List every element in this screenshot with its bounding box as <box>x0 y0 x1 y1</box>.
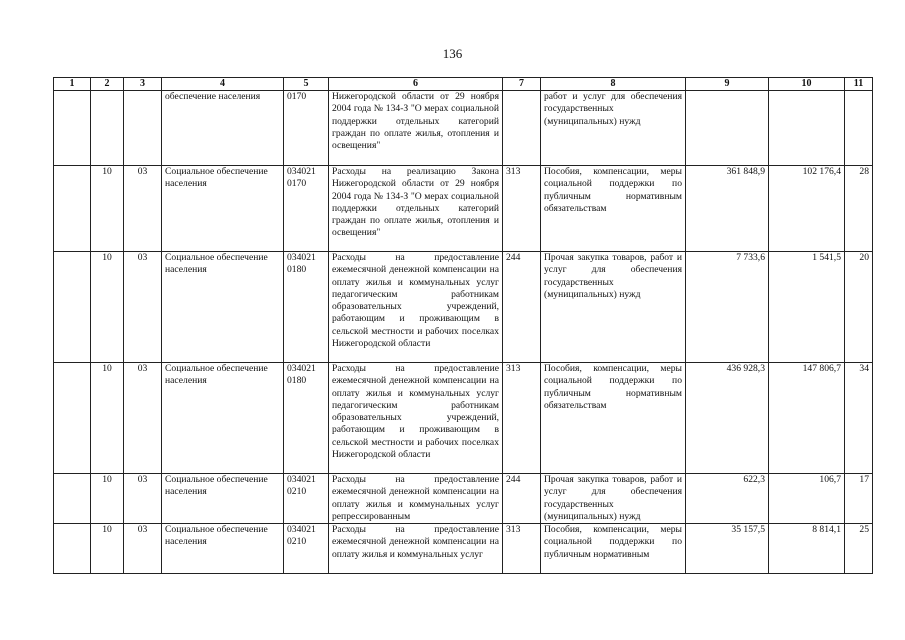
table-row <box>54 474 873 524</box>
column-header: 6 <box>329 78 503 91</box>
cell-subsection: 03 <box>124 363 162 474</box>
cell-subsection: 03 <box>124 166 162 252</box>
cell-amount-actual: 1 541,5 <box>769 252 845 363</box>
cell-expense-type-name: Пособия, компенсации, меры социальной поддержки по публичным нормативным <box>541 524 686 574</box>
cell-section: 10 <box>91 524 124 574</box>
column-header: 1 <box>54 78 91 91</box>
table-row <box>54 363 873 474</box>
column-header: 9 <box>686 78 769 91</box>
cell-percent <box>845 91 873 166</box>
cell-amount-actual <box>769 91 845 166</box>
cell-section <box>91 91 124 166</box>
cell-col1 <box>54 91 91 166</box>
cell-expense-type-code: 313 <box>503 524 541 574</box>
cell-amount-plan: 35 157,5 <box>686 524 769 574</box>
cell-section-name: обеспечение населения <box>162 91 284 166</box>
cell-section-name: Социальное обеспечение населения <box>162 252 284 363</box>
cell-col1 <box>54 363 91 474</box>
cell-amount-plan: 436 928,3 <box>686 363 769 474</box>
cell-percent: 34 <box>845 363 873 474</box>
cell-percent: 17 <box>845 474 873 524</box>
column-header: 3 <box>124 78 162 91</box>
cell-amount-plan <box>686 91 769 166</box>
cell-amount-actual: 106,7 <box>769 474 845 524</box>
cell-target-code: 0170 <box>284 91 329 166</box>
table-row <box>54 252 873 363</box>
cell-expense-type-name: Пособия, компенсации, меры социальной поддержки по публичным нормативным обязательствам <box>541 363 686 474</box>
cell-expense-type-code: 313 <box>503 363 541 474</box>
table-row <box>54 91 873 166</box>
cell-target-code: 034021 0170 <box>284 166 329 252</box>
cell-subsection: 03 <box>124 252 162 363</box>
cell-percent: 20 <box>845 252 873 363</box>
cell-expense-name: Нижегородской области от 29 ноября 2004 года № 134-З "О мерах социальной поддержки отдельных категорий граждан по оплате жилья, отопления и освещения" <box>329 91 503 166</box>
cell-expense-type-name: работ и услуг для обеспечения государственных (муниципальных) нужд <box>541 91 686 166</box>
table-header-row <box>54 78 873 91</box>
cell-section: 10 <box>91 363 124 474</box>
cell-section-name: Социальное обеспечение населения <box>162 166 284 252</box>
column-header: 4 <box>162 78 284 91</box>
cell-percent: 28 <box>845 166 873 252</box>
cell-expense-type-code: 244 <box>503 474 541 524</box>
cell-target-code: 034021 0180 <box>284 363 329 474</box>
cell-target-code: 034021 0210 <box>284 524 329 574</box>
cell-target-code: 034021 0210 <box>284 474 329 524</box>
cell-col1 <box>54 252 91 363</box>
table-row <box>54 166 873 252</box>
page-number: 136 <box>442 46 463 61</box>
column-header: 8 <box>541 78 686 91</box>
cell-subsection: 03 <box>124 474 162 524</box>
cell-section-name: Социальное обеспечение населения <box>162 363 284 474</box>
cell-target-code: 034021 0180 <box>284 252 329 363</box>
cell-expense-type-code: 313 <box>503 166 541 252</box>
cell-expense-name: Расходы на предоставление ежемесячной денежной компенсации на оплату жилья и коммунальных услуг <box>329 524 503 574</box>
cell-amount-actual: 8 814,1 <box>769 524 845 574</box>
cell-amount-plan: 7 733,6 <box>686 252 769 363</box>
cell-expense-name: Расходы на предоставление ежемесячной денежной компенсации на оплату жилья и коммунальных услуг репрессированным <box>329 474 503 524</box>
cell-expense-type-name: Прочая закупка товаров, работ и услуг для обеспечения государственных (муниципальных) нужд <box>541 252 686 363</box>
column-header: 11 <box>845 78 873 91</box>
cell-col1 <box>54 524 91 574</box>
cell-section: 10 <box>91 252 124 363</box>
column-header: 5 <box>284 78 329 91</box>
cell-amount-actual: 147 806,7 <box>769 363 845 474</box>
cell-amount-actual: 102 176,4 <box>769 166 845 252</box>
cell-subsection: 03 <box>124 524 162 574</box>
cell-col1 <box>54 474 91 524</box>
budget-table <box>53 77 873 574</box>
cell-expense-type-code: 244 <box>503 252 541 363</box>
cell-section: 10 <box>91 474 124 524</box>
cell-expense-type-code <box>503 91 541 166</box>
column-header: 2 <box>91 78 124 91</box>
column-header: 7 <box>503 78 541 91</box>
cell-section-name: Социальное обеспечение населения <box>162 474 284 524</box>
cell-expense-type-name: Пособия, компенсации, меры социальной поддержки по публичным нормативным обязательствам <box>541 166 686 252</box>
cell-subsection <box>124 91 162 166</box>
cell-expense-name: Расходы на предоставление ежемесячной денежной компенсации на оплату жилья и коммунальных услуг педагогическим работникам образовательных учреждений, работающим и проживающим в сельской местности и рабочих поселках Нижегородской области <box>329 252 503 363</box>
cell-col1 <box>54 166 91 252</box>
table-row <box>54 524 873 574</box>
cell-expense-name: Расходы на реализацию Закона Нижегородской области от 29 ноября 2004 года № 134-З "О мерах социальной поддержки отдельных категорий граждан по оплате жилья, отопления и освещения" <box>329 166 503 252</box>
cell-section: 10 <box>91 166 124 252</box>
cell-expense-type-name: Прочая закупка товаров, работ и услуг для обеспечения государственных (муниципальных) нужд <box>541 474 686 524</box>
cell-section-name: Социальное обеспечение населения <box>162 524 284 574</box>
cell-amount-plan: 622,3 <box>686 474 769 524</box>
column-header: 10 <box>769 78 845 91</box>
cell-percent: 25 <box>845 524 873 574</box>
cell-amount-plan: 361 848,9 <box>686 166 769 252</box>
cell-expense-name: Расходы на предоставление ежемесячной денежной компенсации на оплату жилья и коммунальных услуг педагогическим работникам образовательных учреждений, работающим и проживающим в сельской местности и рабочих поселках Нижегородской области <box>329 363 503 474</box>
